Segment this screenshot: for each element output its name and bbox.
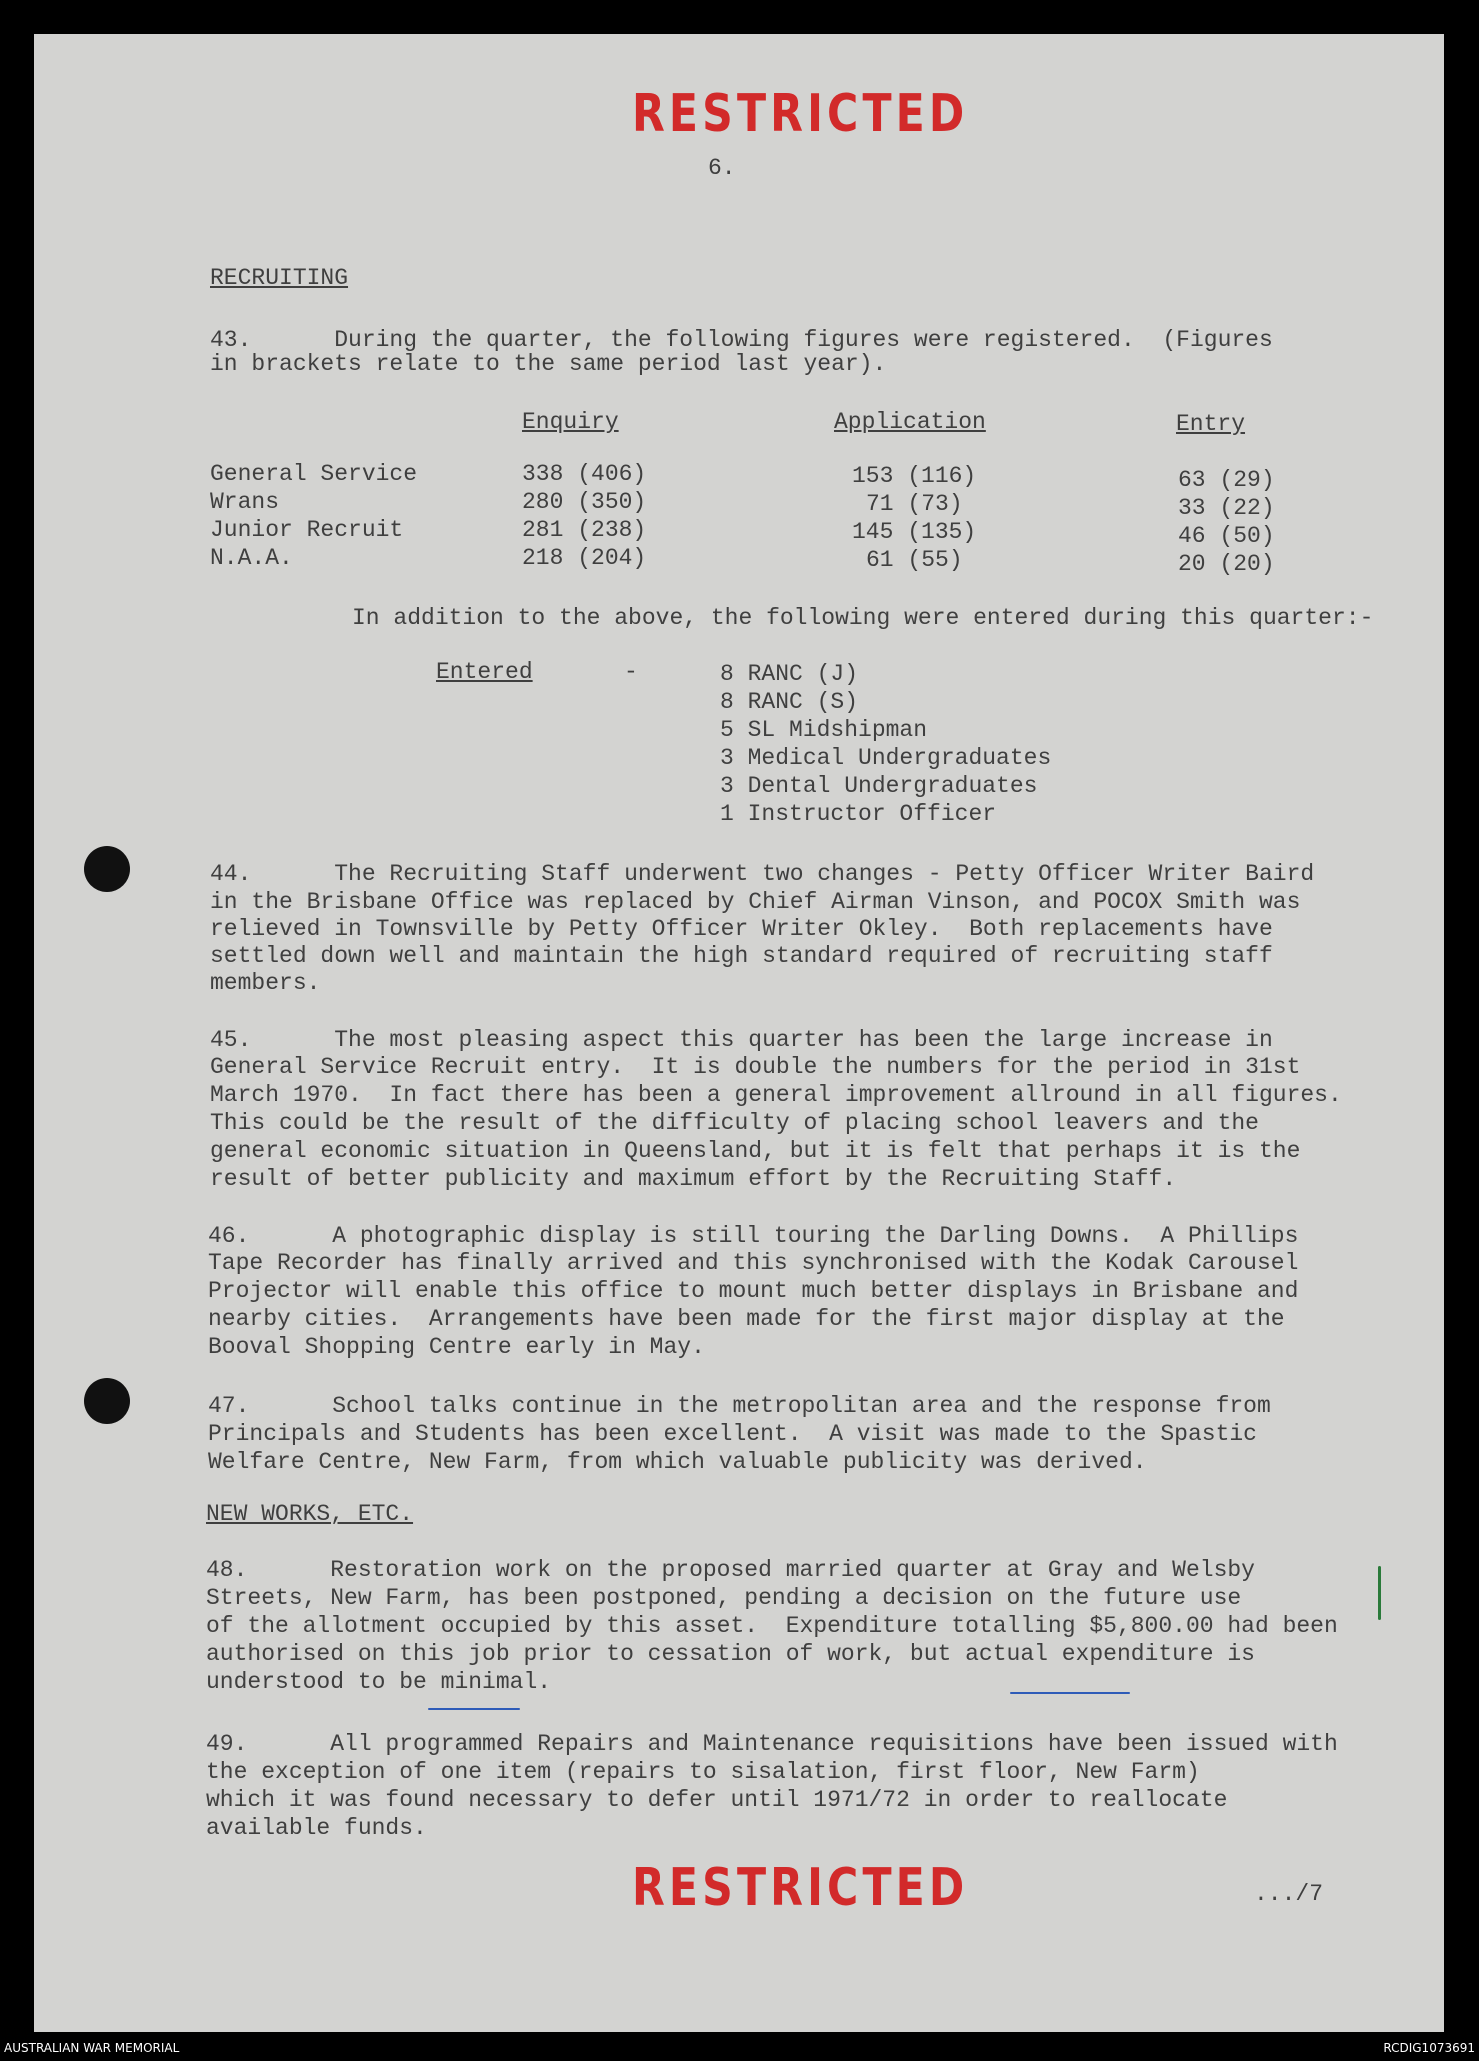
para-line: of the allotment occupied by this asset. Expenditure totalling $5,800.00 had been — [206, 1613, 1338, 1639]
cell-application: 61 (55) — [866, 547, 963, 573]
footer-source: AUSTRALIAN WAR MEMORIAL — [4, 2041, 180, 2055]
para-line: authorised on this job prior to cessation of work, but actual expenditure is — [206, 1641, 1255, 1667]
para-line: available funds. — [206, 1815, 427, 1841]
cell-application: 71 (73) — [866, 491, 963, 517]
para-43-line-1: 43. During the quarter, the following figures were registered. (Figures — [210, 327, 1273, 353]
row-label: General Service — [210, 461, 418, 487]
para-line: General Service Recruit entry. It is double the numbers for the period in 31st — [210, 1054, 1301, 1080]
cell-enquiry: 338 (406) — [522, 461, 647, 487]
para-line: relieved in Townsville by Petty Officer Writer Okley. Both replacements have — [210, 916, 1273, 942]
para-line: settled down well and maintain the high standard required of recruiting staff — [210, 943, 1273, 969]
col-header-entry: Entry — [1176, 411, 1246, 437]
entered-item: 5 SL Midshipman — [720, 717, 928, 743]
pen-mark — [1010, 1692, 1130, 1694]
cell-application: 153 (116) — [852, 463, 977, 489]
para-line: Principals and Students has been excellent. A visit was made to the Spastic — [208, 1421, 1257, 1447]
cell-entry: 20 (20) — [1178, 551, 1275, 577]
punch-hole-top — [84, 846, 130, 892]
continuation-marker: .../7 — [1254, 1881, 1324, 1907]
para-line: 49. All programmed Repairs and Maintenance requisitions have been issued with — [206, 1731, 1338, 1757]
section-heading-new-works: NEW WORKS, ETC. — [206, 1501, 414, 1527]
para-line: Streets, New Farm, has been postponed, pending a decision on the future use — [206, 1585, 1242, 1611]
entered-item: 3 Medical Undergraduates — [720, 745, 1052, 771]
entered-item: 8 RANC (S) — [720, 689, 859, 715]
cell-entry: 63 (29) — [1178, 467, 1275, 493]
para-43-line-2: in brackets relate to the same period last year). — [210, 351, 887, 377]
col-header-application: Application — [834, 409, 986, 435]
para-line: Projector will enable this office to mount much better displays in Brisbane and — [208, 1278, 1299, 1304]
para-line: 45. The most pleasing aspect this quarter has been the large increase in — [210, 1027, 1273, 1053]
para-line: 46. A photographic display is still touring the Darling Downs. A Phillips — [208, 1223, 1299, 1249]
section-heading-recruiting: RECRUITING — [210, 265, 349, 291]
para-line: 48. Restoration work on the proposed married quarter at Gray and Welsby — [206, 1557, 1255, 1583]
row-label: Junior Recruit — [210, 517, 404, 543]
para-line: result of better publicity and maximum effort by the Recruiting Staff. — [210, 1166, 1177, 1192]
restricted-stamp-top: RESTRICTED — [632, 84, 969, 144]
punch-hole-bottom — [84, 1378, 130, 1424]
para-line: members. — [210, 970, 321, 996]
para-line: March 1970. In fact there has been a general improvement allround in all figures. — [210, 1082, 1342, 1108]
para-line: 44. The Recruiting Staff underwent two changes - Petty Officer Writer Baird — [210, 861, 1315, 887]
addition-line: In addition to the above, the following were entered during this quarter:- — [352, 605, 1374, 631]
cell-application: 145 (135) — [852, 519, 977, 545]
para-line: understood to be minimal. — [206, 1669, 552, 1695]
para-line: This could be the result of the difficulty of placing school leavers and the — [210, 1110, 1259, 1136]
margin-mark — [1378, 1566, 1381, 1620]
cell-entry: 33 (22) — [1178, 495, 1275, 521]
row-label: N.A.A. — [210, 545, 293, 571]
cell-entry: 46 (50) — [1178, 523, 1275, 549]
page-number: 6. — [708, 155, 736, 181]
col-header-enquiry: Enquiry — [522, 409, 619, 435]
para-line: Tape Recorder has finally arrived and this synchronised with the Kodak Carousel — [208, 1250, 1299, 1276]
para-line: the exception of one item (repairs to sisalation, first floor, New Farm) — [206, 1759, 1200, 1785]
para-line: general economic situation in Queensland, but it is felt that perhaps it is the — [210, 1138, 1301, 1164]
para-line: which it was found necessary to defer until 1971/72 in order to reallocate — [206, 1787, 1228, 1813]
entered-item: 8 RANC (J) — [720, 661, 859, 687]
entered-dash: - — [624, 659, 638, 685]
entered-item: 1 Instructor Officer — [720, 801, 997, 827]
cell-enquiry: 218 (204) — [522, 545, 647, 571]
footer-record-id: RCDIG1073691 — [1383, 2041, 1475, 2055]
cell-enquiry: 280 (350) — [522, 489, 647, 515]
pen-mark — [428, 1708, 520, 1710]
entered-item: 3 Dental Undergraduates — [720, 773, 1038, 799]
row-label: Wrans — [210, 489, 280, 515]
entered-label: Entered — [436, 659, 533, 685]
para-line: Booval Shopping Centre early in May. — [208, 1334, 705, 1360]
para-line: in the Brisbane Office was replaced by Chief Airman Vinson, and POCOX Smith was — [210, 889, 1301, 915]
para-line: 47. School talks continue in the metropolitan area and the response from — [208, 1393, 1271, 1419]
cell-enquiry: 281 (238) — [522, 517, 647, 543]
para-line: nearby cities. Arrangements have been made for the first major display at the — [208, 1306, 1285, 1332]
restricted-stamp-bottom: RESTRICTED — [632, 1858, 969, 1918]
para-line: Welfare Centre, New Farm, from which valuable publicity was derived. — [208, 1449, 1147, 1475]
